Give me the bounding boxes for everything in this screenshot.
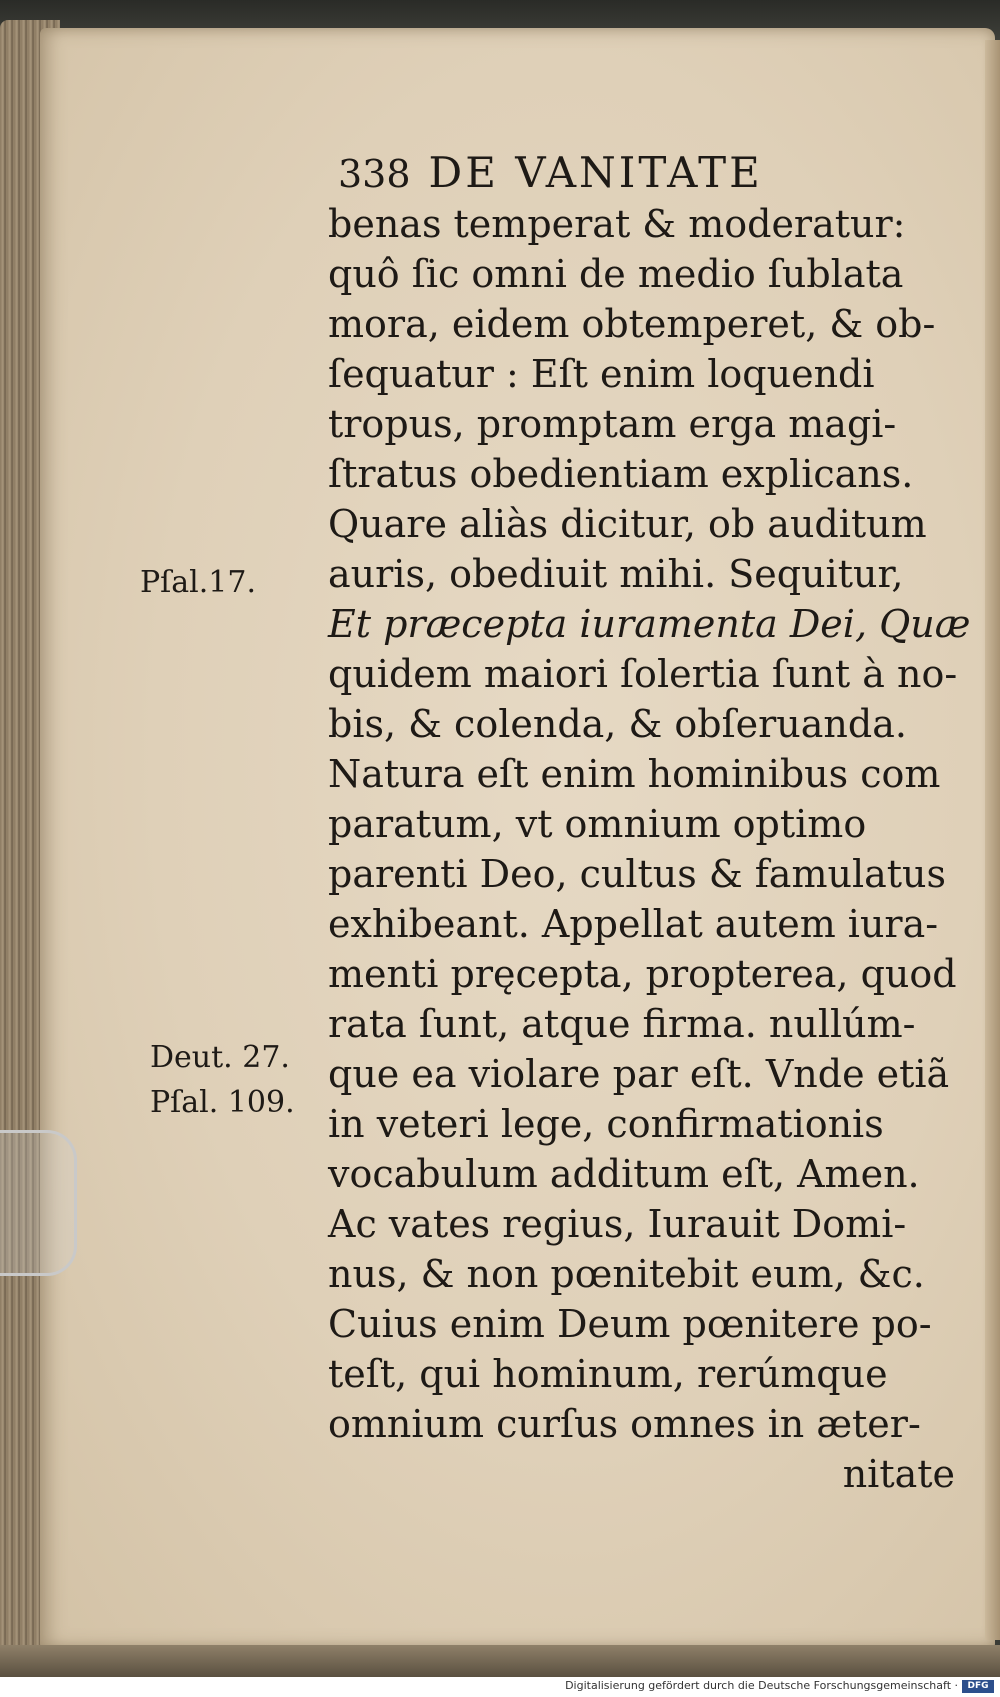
text-line: paratum, vt omnium optimo	[328, 802, 867, 846]
text-line: que ea violare par eſt. Vnde etiã	[328, 1052, 950, 1096]
text-line: tropus, promptam erga magi-	[328, 402, 897, 446]
text-line: Natura eſt enim hominibus com	[328, 752, 941, 796]
catchword: nitate	[842, 1452, 955, 1496]
text-line: rata ſunt, atque firma. nullúm-	[328, 1002, 916, 1046]
page-number: 338	[338, 152, 411, 196]
text-line: Quare aliàs dicitur, ob auditum	[328, 502, 927, 546]
margin-note-psal17: Pſal.17.	[140, 565, 257, 600]
dfg-logo-icon: DFG	[962, 1680, 994, 1693]
text-line: vocabulum additum eſt, Amen.	[328, 1152, 920, 1196]
footer-credit: Digitalisierung gefördert durch die Deutsche Forschungsgemeinschaft ·	[565, 1679, 958, 1692]
text-line: nus, & non pœnitebit eum, &c.	[328, 1252, 925, 1296]
text-line: benas temperat & moderatur:	[328, 202, 906, 246]
text-line: exhibeant. Appellat autem iura-	[328, 902, 939, 946]
text-line: Cuius enim Deum pœnitere po-	[328, 1302, 932, 1346]
text-line: quidem maiori ſolertia ſunt à no-	[328, 652, 958, 696]
page-right-edge	[985, 40, 1000, 1640]
margin-note-psal109: Pſal. 109.	[150, 1085, 295, 1120]
running-header	[338, 148, 763, 197]
text-line-italic: Et præcepta iuramenta Dei, Quæ	[328, 602, 971, 646]
margin-note-deut27: Deut. 27.	[150, 1040, 290, 1075]
text-line: in veteri lege, confirmationis	[328, 1102, 884, 1146]
text-line: menti pręcepta, propterea, quod	[328, 952, 957, 996]
text-line: teſt, qui hominum, rerúmque	[328, 1352, 888, 1396]
running-title: DE VANITATE	[428, 148, 763, 197]
text-line: bis, & colenda, & obſeruanda.	[328, 702, 907, 746]
text-line: omnium curſus omnes in æter-	[328, 1402, 921, 1446]
text-line: mora, eidem obtemperet, & ob-	[328, 302, 936, 346]
text-line: auris, obediuit mihi. Sequitur,	[328, 552, 904, 596]
scan-background-bottom	[0, 1645, 1000, 1677]
page-clip	[0, 1130, 77, 1276]
text-line: quô ſic omni de medio ſublata	[328, 252, 904, 296]
text-line: ſequatur : Eſt enim loquendi	[328, 352, 875, 396]
text-line: Ac vates regius, Iurauit Domi-	[328, 1202, 907, 1246]
text-line: parenti Deo, cultus & famulatus	[328, 852, 947, 896]
text-line: ſtratus obedientiam explicans.	[328, 452, 914, 496]
digitization-footer	[0, 1677, 1000, 1697]
